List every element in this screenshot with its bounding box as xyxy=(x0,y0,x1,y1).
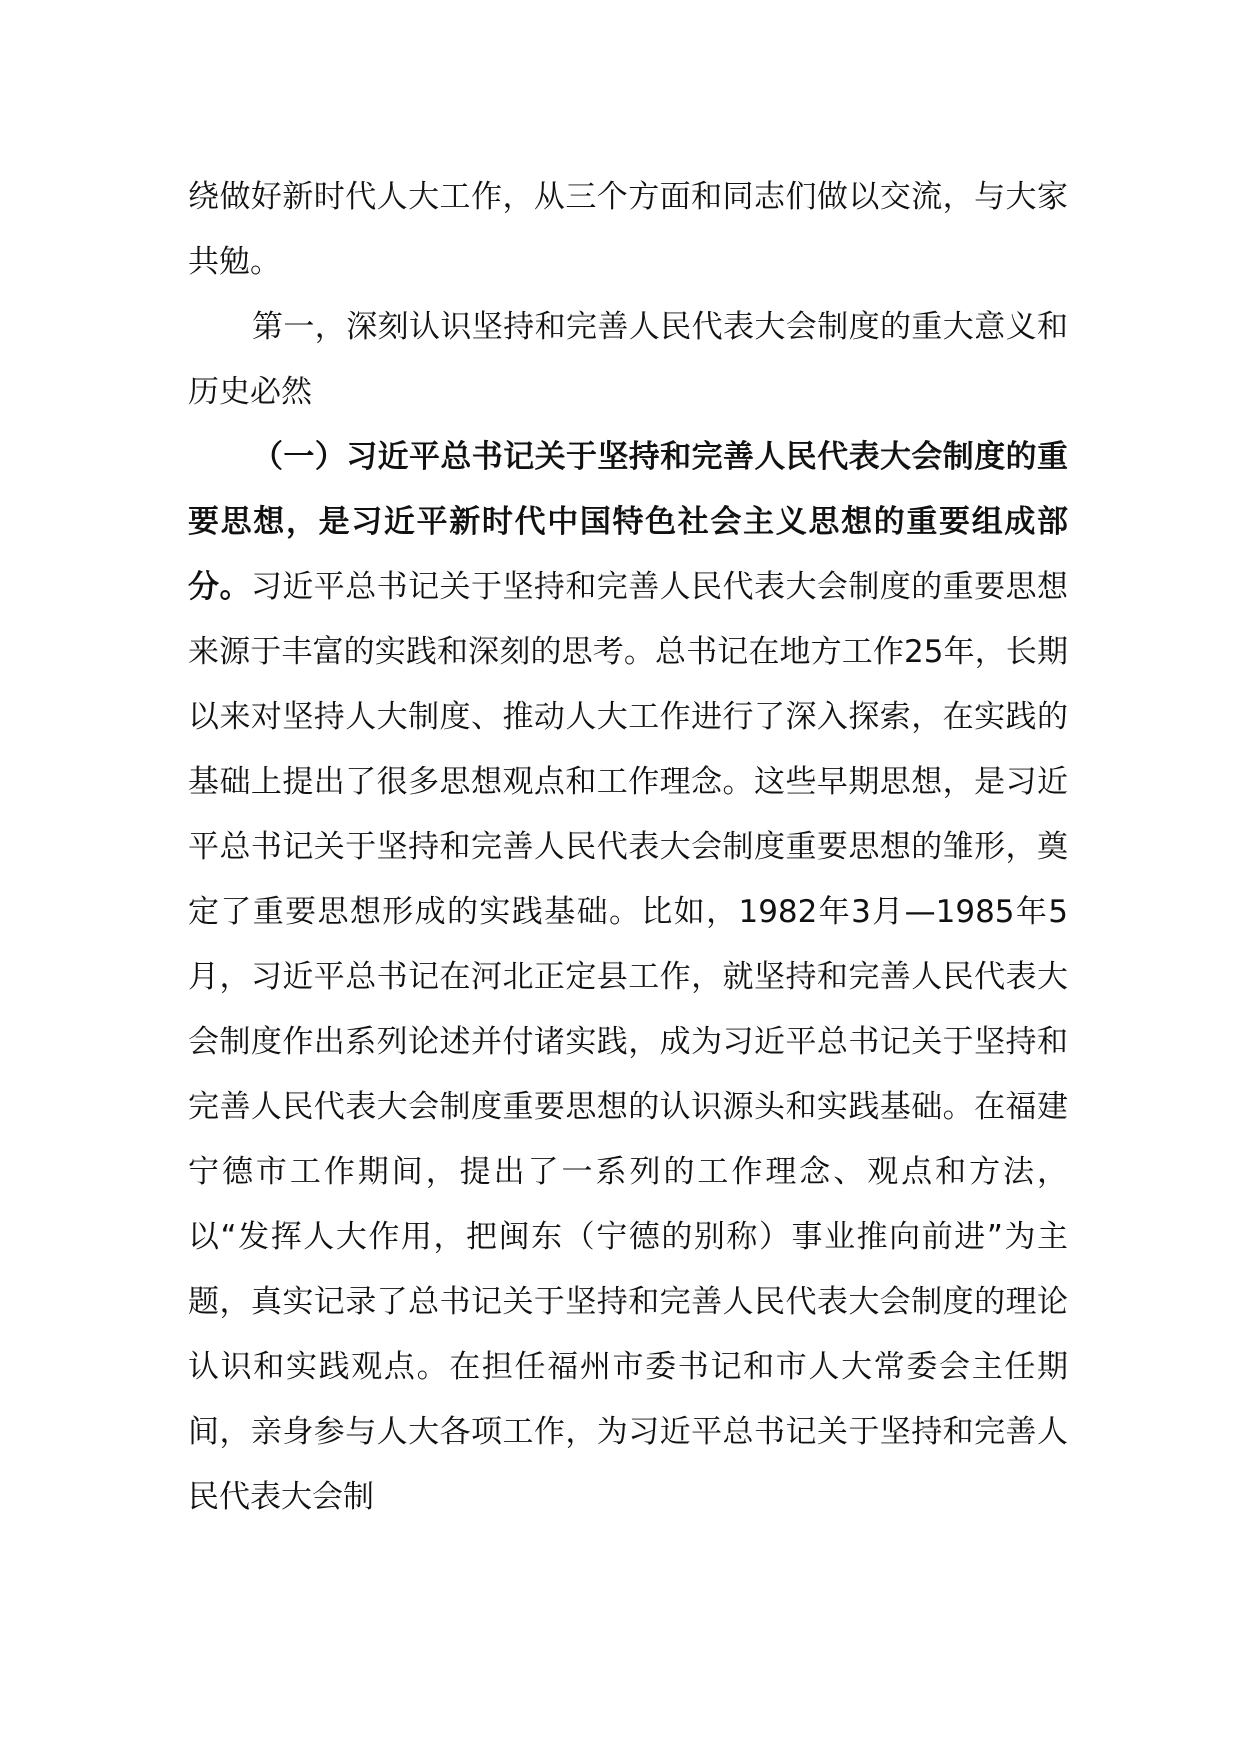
paragraph-intro: 绕做好新时代人大工作，从三个方面和同志们做以交流，与大家共勉。 xyxy=(188,179,1068,280)
paragraph-body xyxy=(188,425,1068,1530)
section-heading-first: 第一，深刻认识坚持和完善人民代表大会制度的重大意义和历史必然 xyxy=(188,309,1068,410)
subsection-heading-bold: （一）习近平总书记关于坚持和完善人民代表大会制度的重要思想，是习近平新时代中国特色社会主义思想的重要组成部分。 xyxy=(188,439,1068,605)
paragraph-body-text: 习近平总书记关于坚持和完善人民代表大会制度的重要思想来源于丰富的实践和深刻的思考。总书记在地方工作25年，长期以来对坚持人大制度、推动人大工作进行了深入探索，在实践的基础上提出了很多思想观点和工作理念。这些早期思想，是习近平总书记关于坚持和完善人民代表大会制度重要思想的雏形，奠定了重要思想形成的实践基础。比如，1982年3月—1985年5月，习近平总书记在河北正定县工作，就坚持和完善人民代表大会制度作出系列论述并付诸实践，成为习近平总书记关于坚持和完善人民代表大会制度重要思想的认识源头和实践基础。在福建宁德市工作期间，提出了一系列的工作理念、观点和方法，以“发挥人大作用，把闽东（宁德的别称）事业推向前进”为主题，真实记录了总书记关于坚持和完善人民代表大会制度的理论认识和实践观点。在担任福州市委书记和市人大常委会主任期间，亲身参与人大各项工作，为习近平总书记关于坚持和完善人民代表大会制 xyxy=(188,569,1068,1515)
document-page xyxy=(188,165,1068,1530)
